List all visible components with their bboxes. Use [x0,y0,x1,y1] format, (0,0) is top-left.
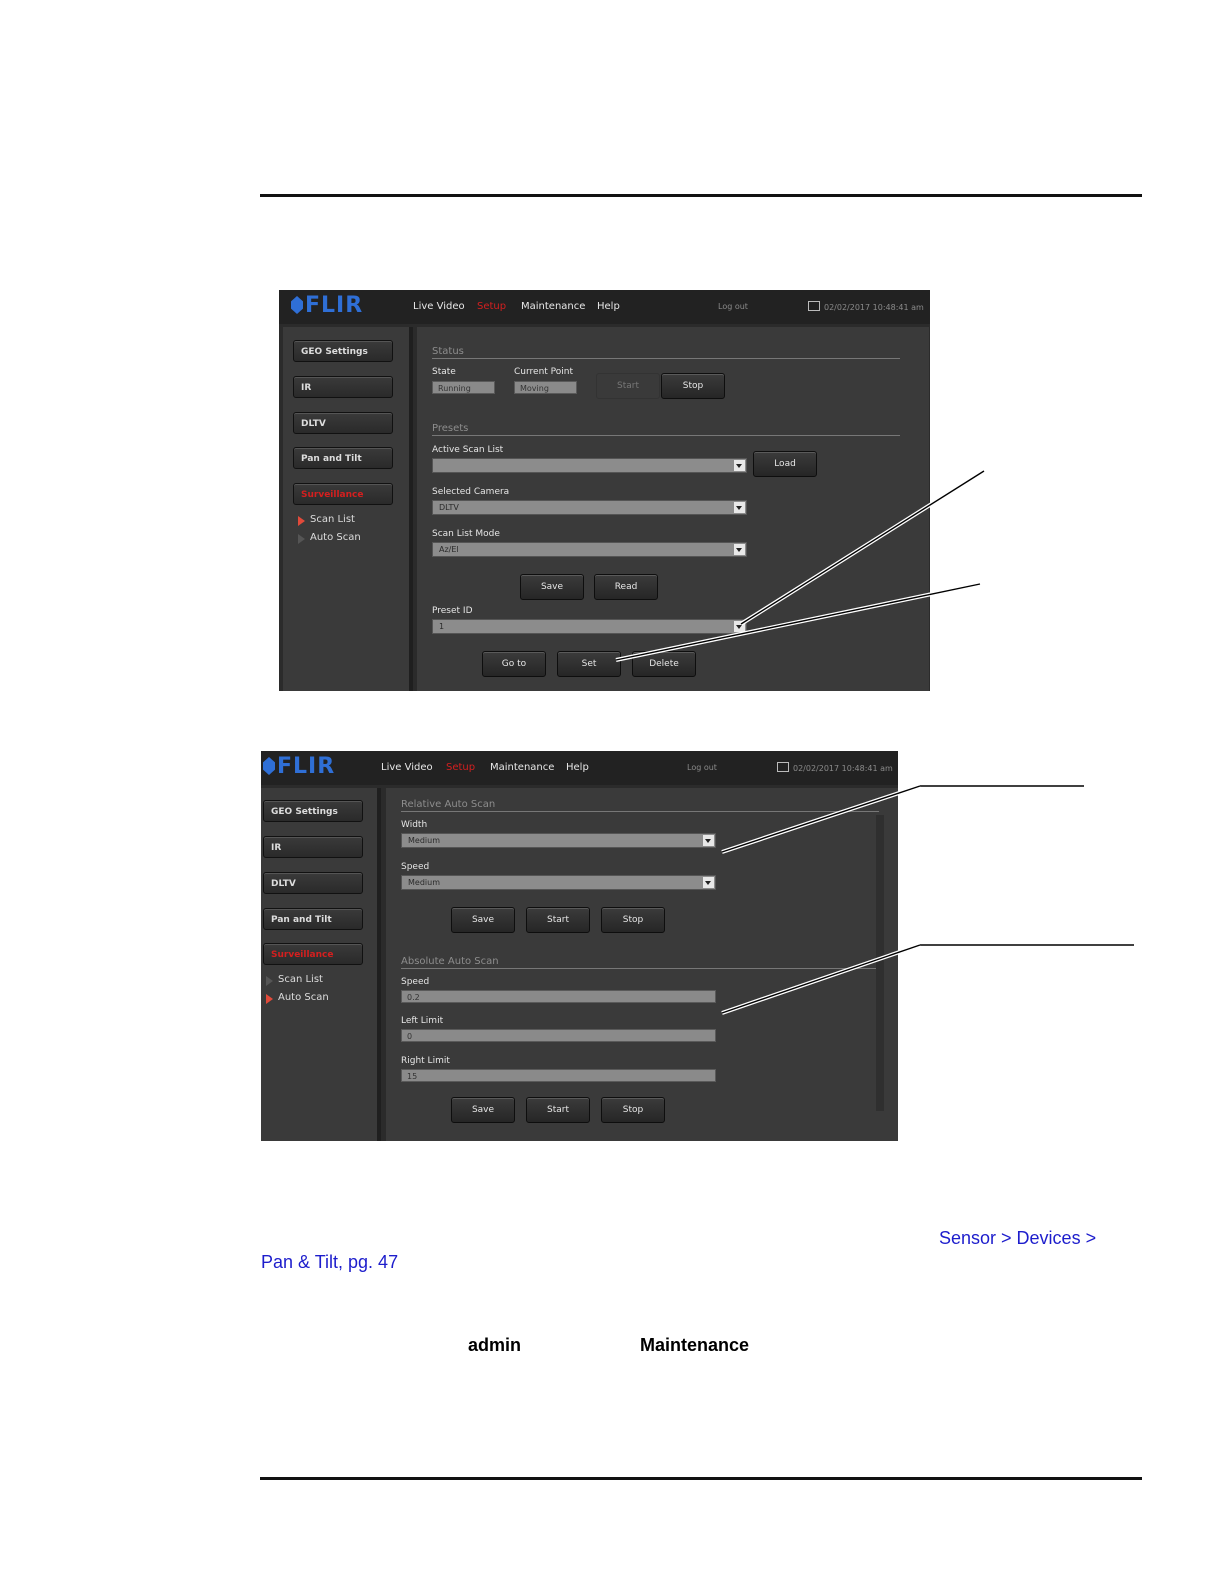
abs-speed-label: Speed [401,977,430,987]
save-button[interactable]: Save [520,574,584,600]
speed-select[interactable]: Medium [401,875,716,890]
sidebar-item-dltv[interactable]: DLTV [293,412,393,434]
nav-maintenance[interactable]: Maintenance [490,762,555,773]
presets-section-title: Presets [432,423,469,434]
scan-list-mode-select[interactable]: Az/El [432,542,747,557]
sidebar-item-dltv[interactable]: DLTV [263,872,363,894]
nav-live-video[interactable]: Live Video [413,301,465,312]
sidebar-subitem-scan-list[interactable]: Scan List [264,974,323,985]
callout-line-relative [722,786,920,852]
load-button[interactable]: Load [753,451,817,477]
nav-help[interactable]: Help [597,301,620,312]
flir-logo: FLIR [291,293,363,318]
selected-camera-label: Selected Camera [432,487,510,497]
current-point-value: Moving [514,381,577,394]
bold-term-maintenance: Maintenance [640,1335,750,1355]
callout-line-preset-id [741,471,984,624]
state-label: State [432,367,456,377]
speed-label: Speed [401,862,430,872]
cross-reference-link-continued[interactable]: Pan & Tilt, pg. 47 [261,1252,399,1272]
absolute-stop-button[interactable]: Stop [601,1097,665,1123]
cross-reference-link[interactable]: Sensor > Devices > [939,1228,1097,1248]
relative-auto-scan-title: Relative Auto Scan [401,799,496,810]
absolute-start-button[interactable]: Start [526,1097,590,1123]
go-to-button[interactable]: Go to [482,651,546,677]
sidebar-item-surveillance[interactable]: Surveillance [263,943,363,965]
sidebar-item-geo-settings[interactable]: GEO Settings [293,340,393,362]
logout-link[interactable]: Log out [687,763,717,772]
relative-save-button[interactable]: Save [451,907,515,933]
callout-line-set [616,584,980,660]
preset-id-select[interactable]: 1 [432,619,747,634]
absolute-save-button[interactable]: Save [451,1097,515,1123]
sidebar-item-geo-settings[interactable]: GEO Settings [263,800,363,822]
selected-camera-select[interactable]: DLTV [432,500,747,515]
nav-live-video[interactable]: Live Video [381,762,433,773]
sidebar-subitem-scan-list[interactable]: Scan List [296,514,355,525]
nav-setup[interactable]: Setup [446,762,476,773]
callout-line-absolute [722,945,920,1013]
datetime-display: 02/02/2017 10:48:41 am [808,301,924,312]
absolute-auto-scan-title: Absolute Auto Scan [401,956,499,967]
set-button[interactable]: Set [557,651,621,677]
right-limit-input[interactable]: 15 [401,1069,716,1082]
logout-link[interactable]: Log out [718,302,748,311]
sidebar-item-pan-and-tilt[interactable]: Pan and Tilt [263,908,363,930]
status-section-title: Status [432,346,464,357]
current-point-label: Current Point [514,367,574,377]
left-limit-label: Left Limit [401,1016,444,1026]
preset-id-label: Preset ID [432,606,473,616]
active-scan-list-label: Active Scan List [432,445,504,455]
nav-setup[interactable]: Setup [477,301,507,312]
delete-button[interactable]: Delete [632,651,696,677]
nav-help[interactable]: Help [566,762,589,773]
width-select[interactable]: Medium [401,833,716,848]
nav-maintenance[interactable]: Maintenance [521,301,586,312]
scan-list-mode-label: Scan List Mode [432,529,500,539]
start-button[interactable]: Start [596,373,660,399]
read-button[interactable]: Read [594,574,658,600]
state-value: Running [432,381,495,394]
relative-start-button[interactable]: Start [526,907,590,933]
width-label: Width [401,820,428,830]
sidebar-item-ir[interactable]: IR [263,836,363,858]
sidebar-item-pan-and-tilt[interactable]: Pan and Tilt [293,447,393,469]
sidebar-subitem-auto-scan[interactable]: Auto Scan [264,992,329,1003]
datetime-display: 02/02/2017 10:48:41 am [777,762,893,773]
right-limit-label: Right Limit [401,1056,450,1066]
abs-speed-input[interactable]: 0.2 [401,990,716,1003]
flir-logo: FLIR [263,754,335,779]
sidebar-subitem-auto-scan[interactable]: Auto Scan [296,532,361,543]
sidebar-item-ir[interactable]: IR [293,376,393,398]
bottom-rule [260,1477,1142,1480]
left-limit-input[interactable]: 0 [401,1029,716,1042]
sidebar-item-surveillance[interactable]: Surveillance [293,483,393,505]
relative-stop-button[interactable]: Stop [601,907,665,933]
bold-term-admin: admin [468,1335,522,1355]
stop-button[interactable]: Stop [661,373,725,399]
